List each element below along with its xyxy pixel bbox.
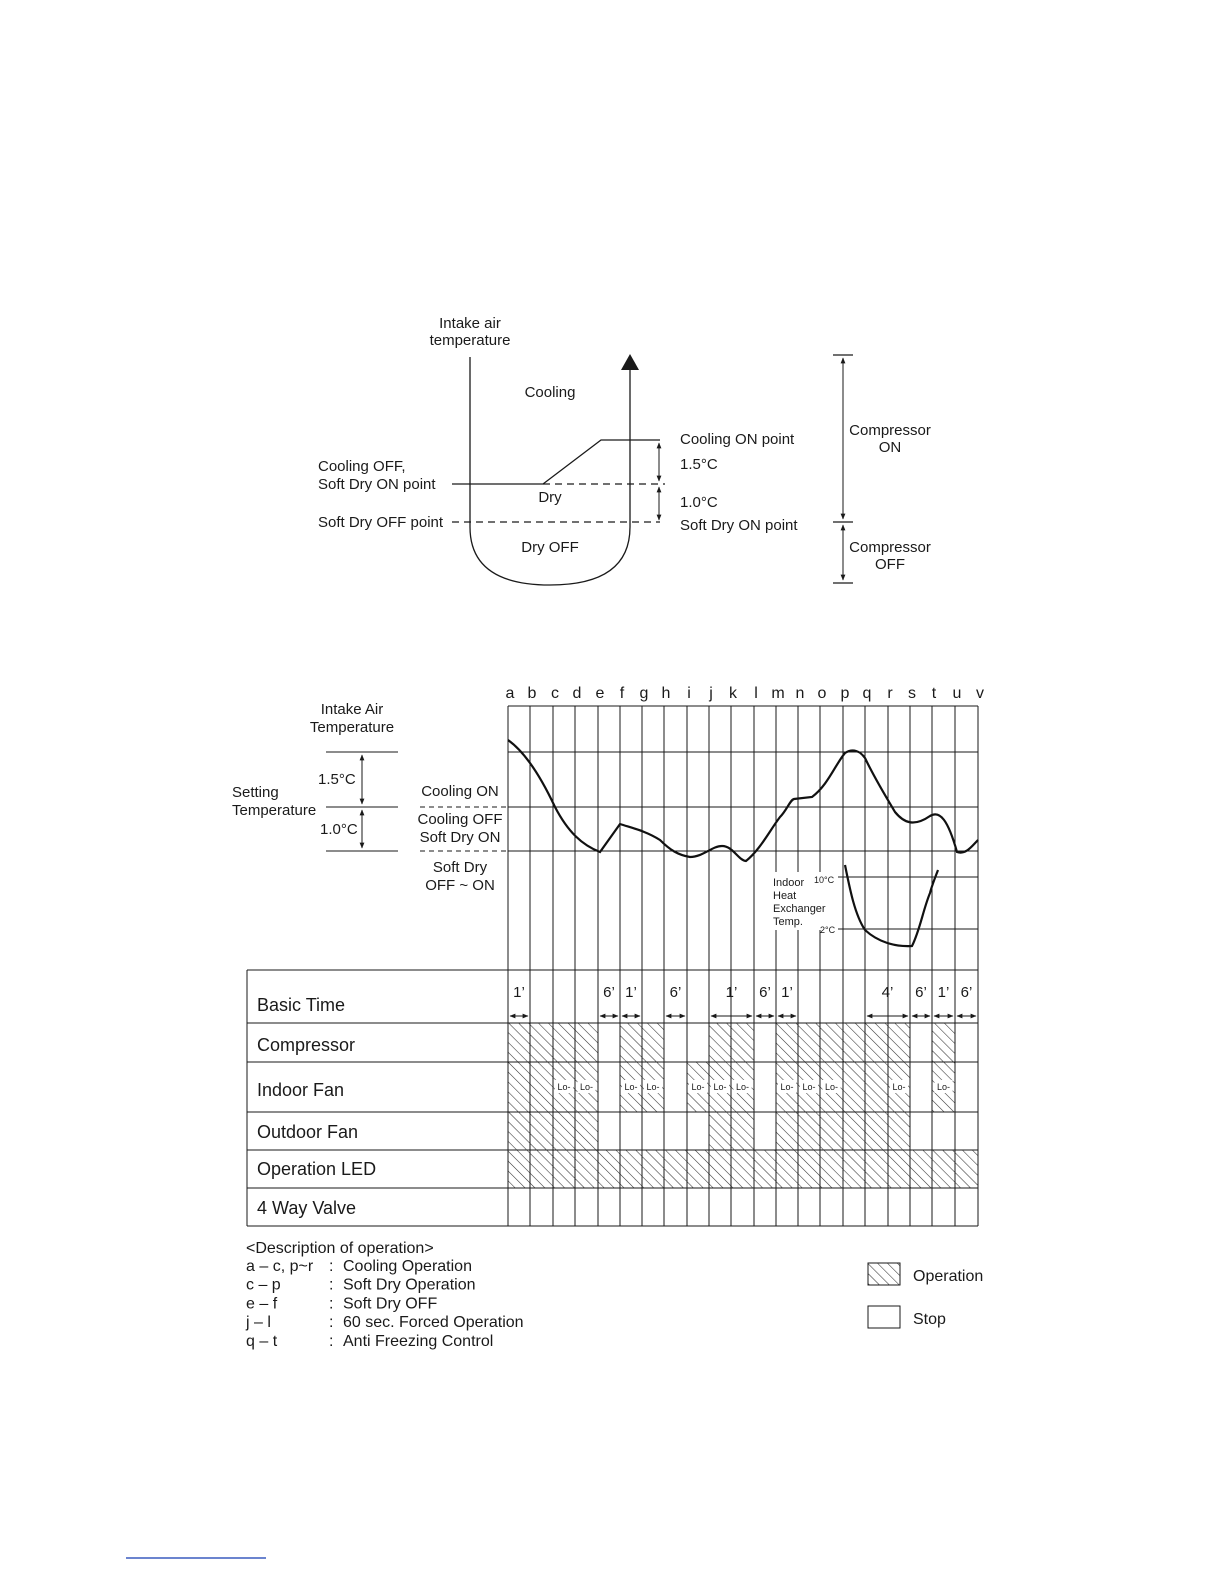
row-labels [257,995,376,1218]
zone-dry-off-label: Dry OFF [521,539,579,556]
description-text-2: Soft Dry OFF [343,1295,438,1313]
delta-upper-label: 1.5°C [680,456,718,473]
description-sep-1: : [329,1276,334,1294]
operation-led-on-0 [508,1150,978,1188]
legend-stop-label: Stop [913,1311,946,1328]
time-letter-p: p [840,685,850,702]
time-letter-n: n [795,685,805,702]
basic-time-label-2: 1’ [625,984,637,1001]
soft-dry-on-point-label: Soft Dry ON point [680,517,798,534]
time-letter-i: i [687,685,691,702]
time-letter-e: e [595,685,605,702]
hx-2c-label: 2°C [820,925,836,935]
time-letter-q: q [862,685,872,702]
dry-mode-concept-labels [318,315,931,573]
lo-label-1: Lo- [579,1082,594,1092]
description-sep-0: : [329,1258,334,1275]
time-letter-r: r [887,685,893,702]
lo-label-10: Lo- [892,1082,906,1092]
description-text-4: Anti Freezing Control [343,1332,494,1350]
time-letter-u: u [952,685,962,702]
lo-label-8: Lo- [802,1082,816,1092]
time-letter-g: g [639,685,649,702]
time-letter-c: c [551,685,559,702]
hx-label-line2: Heat [773,890,797,902]
compressor-on-label-line1: Compressor [849,422,931,439]
compressor-on-4 [932,1023,955,1062]
basic-time-label-9: 1’ [937,984,950,1001]
time-letter-a: a [505,685,515,702]
time-letter-t: t [931,685,937,702]
delta-lower-label: 1.0°C [680,494,718,511]
basic-time-label-3: 6’ [669,984,682,1001]
intake-temperature-curve [508,740,978,861]
time-letter-k: k [729,685,737,702]
level-soft-dry-line1: Soft Dry [432,859,488,876]
row-label-3: Outdoor Fan [257,1122,359,1142]
basic-time-label-5: 6’ [759,984,771,1001]
time-letter-v: v [976,685,984,702]
setting-label-line2: Temperature [232,802,317,819]
description-sep-3: : [329,1314,334,1332]
time-letter-l: l [754,685,758,702]
basic-time-label-1: 6’ [603,984,615,1001]
soft-dry-off-label: Soft Dry OFF point [318,514,444,531]
row-label-0: Basic Time [257,995,346,1015]
cooling-on-point-label: Cooling ON point [680,431,795,448]
time-letter-d: d [572,685,582,702]
time-letter-s: s [908,685,916,702]
lo-label-7: Lo- [780,1082,794,1092]
dry-mode-concept-diagram [452,354,853,585]
description-title: <Description of operation> [246,1240,434,1257]
lo-label-4: Lo- [691,1082,705,1092]
legend-operation-label: Operation [913,1268,984,1285]
legend-stop-swatch [868,1306,900,1328]
delta-lower-label: 1.0°C [320,821,358,838]
description-sep-2: : [329,1295,334,1313]
level-cooling-off-line1: Cooling OFF [417,811,503,828]
level-cooling-on-label: Cooling ON [421,783,499,800]
level-soft-dry-line2: OFF ~ ON [425,877,495,894]
lo-label-2: Lo- [624,1082,638,1092]
description-key-1: c – p [246,1276,281,1294]
lo-label-3: Lo- [646,1082,660,1092]
compressor-on-label-line2: ON [878,439,902,456]
cooling-off-line [452,440,660,484]
hx-label-line4: Temp. [773,916,803,928]
description-key-3: j – l [246,1314,271,1332]
description-text-1: Soft Dry Operation [343,1276,476,1294]
basic-time-label-8: 6’ [915,984,927,1001]
basic-time-label-10: 6’ [960,984,973,1001]
time-letter-f: f [619,685,625,702]
up-arrow-icon [621,354,639,370]
y-axis-label-line1: Intake air [439,315,501,332]
cooling-off-label-line2: Soft Dry ON point [318,476,436,493]
time-letter-h: h [661,685,671,702]
compressor-off-label-line2: OFF [875,556,905,573]
lo-label-11: Lo- [936,1082,951,1092]
time-letter-j: j [709,685,713,702]
row-label-4: Operation LED [257,1159,377,1179]
basic-time-label-4: 1’ [725,984,738,1001]
hx-10c-label: 10°C [814,875,835,885]
lo-label-0: Lo- [557,1082,571,1092]
compressor-off-label-line1: Compressor [849,539,931,556]
zone-cooling-label: Cooling [524,384,576,401]
level-cooling-off-line2: Soft Dry ON [419,829,501,846]
y-axis-label-line2: temperature [429,332,511,349]
basic-time-label-6: 1’ [781,984,793,1001]
time-letter-m: m [771,685,785,702]
operation-fills [508,1023,978,1188]
delta-upper-label: 1.5°C [318,771,356,788]
basic-time-label-7: 4’ [881,984,894,1001]
intake-label-line1: Intake Air [320,701,384,718]
legend-operation-swatch [868,1263,900,1285]
hx-label-line3: Exchanger [773,903,826,915]
description-text-0: Cooling Operation [343,1258,472,1275]
time-letters [506,685,984,702]
zone-dry-label: Dry [538,489,562,506]
lo-label-5: Lo- [713,1082,727,1092]
row-label-5: 4 Way Valve [257,1198,357,1218]
cooling-off-label-line1: Cooling OFF, [318,458,406,475]
intake-label-line2: Temperature [309,719,395,736]
hx-label-line1: Indoor [773,877,805,889]
description-key-2: e – f [246,1295,278,1313]
row-label-2: Indoor Fan [257,1080,345,1100]
time-letter-o: o [817,685,827,702]
dry-operation-timing-chart [247,685,984,1328]
basic-time-marks [510,984,976,1016]
lo-label-6: Lo- [735,1082,750,1092]
description-sep-4: : [329,1332,334,1350]
lo-label-9: Lo- [824,1082,839,1092]
setting-label-line1: Setting [232,784,279,801]
description-key-0: a – c, p~r [246,1258,314,1275]
description-key-4: q – t [246,1332,278,1350]
description-list [245,1258,524,1350]
row-label-1: Compressor [257,1035,356,1055]
time-letter-b: b [527,685,537,702]
basic-time-label-0: 1’ [513,984,525,1001]
description-text-3: 60 sec. Forced Operation [343,1314,524,1332]
